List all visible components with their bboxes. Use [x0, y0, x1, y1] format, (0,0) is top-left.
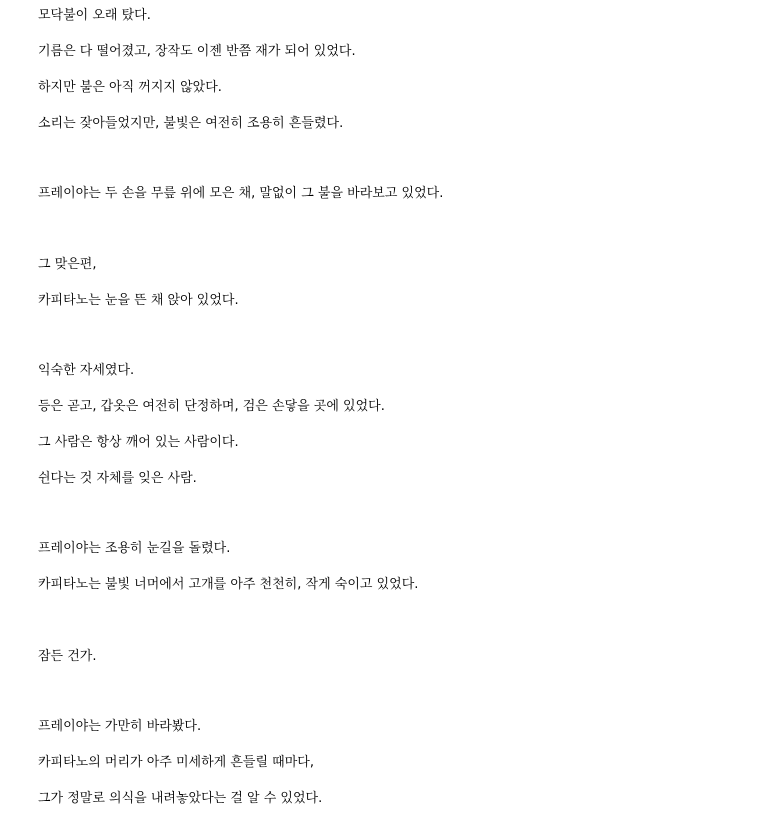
paragraph-6: 그 맞은편, [38, 257, 97, 272]
paragraph-15: 프레이야는 가만히 바라봤다. [38, 719, 202, 734]
paragraph-4: 소리는 잦아들었지만, 불빛은 여전히 조용히 흔들렸다. [38, 116, 344, 131]
paragraph-1: 모닥불이 오래 탔다. [38, 8, 151, 23]
paragraph-12: 프레이야는 조용히 눈길을 돌렸다. [38, 541, 231, 556]
paragraph-16: 카피타노의 머리가 아주 미세하게 흔들릴 때마다, [38, 755, 314, 770]
paragraph-9: 등은 곧고, 갑옷은 여전히 단정하며, 검은 손닿을 곳에 있었다. [38, 399, 385, 414]
paragraph-14: 잠든 건가. [38, 649, 97, 664]
paragraph-11: 쉰다는 것 자체를 잊은 사람. [38, 471, 197, 486]
paragraph-8: 익숙한 자세였다. [38, 363, 135, 378]
paragraph-2: 기름은 다 떨어졌고, 장작도 이젠 반쯤 재가 되어 있었다. [38, 44, 356, 59]
paragraph-5: 프레이야는 두 손을 무릎 위에 모은 채, 말없이 그 불을 바라보고 있었다. [38, 186, 444, 201]
paragraph-17: 그가 정말로 의식을 내려놓았다는 걸 알 수 있었다. [38, 791, 323, 806]
paragraph-3: 하지만 불은 아직 꺼지지 않았다. [38, 80, 222, 95]
paragraph-13: 카피타노는 불빛 너머에서 고개를 아주 천천히, 작게 숙이고 있었다. [38, 577, 419, 592]
paragraph-7: 카피타노는 눈을 뜬 채 앉아 있었다. [38, 293, 239, 308]
paragraph-10: 그 사람은 항상 깨어 있는 사람이다. [38, 435, 239, 450]
